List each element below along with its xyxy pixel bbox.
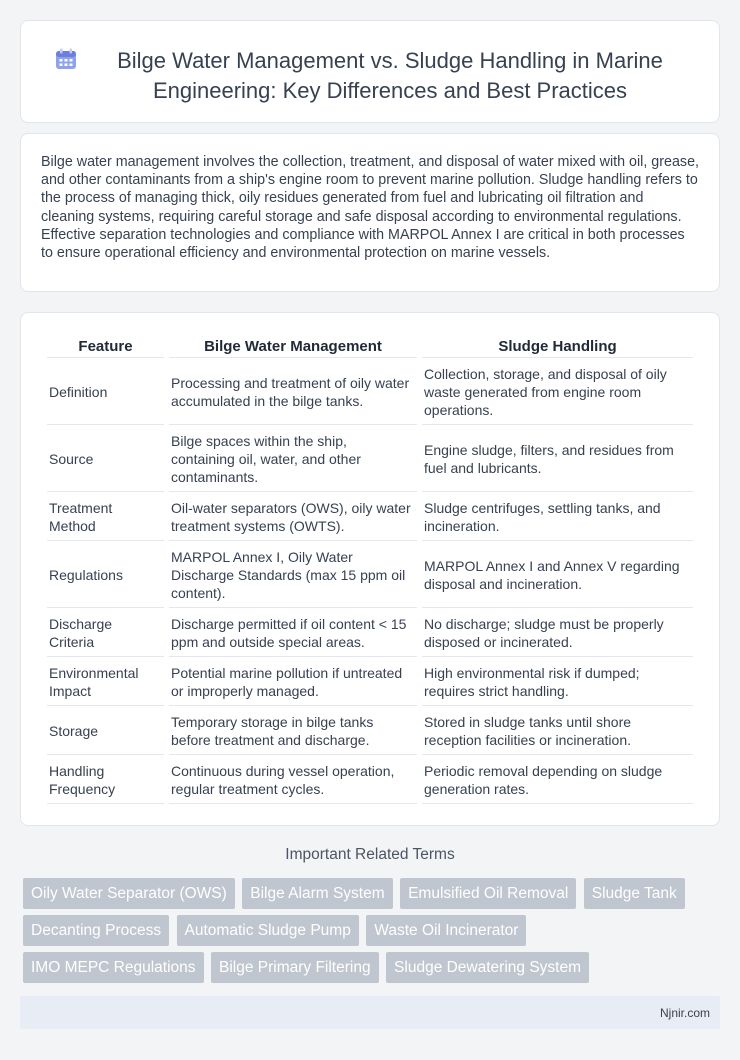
- header-feature: Feature: [47, 334, 164, 358]
- feature-cell: Environmental Impact: [47, 657, 164, 706]
- feature-cell: Source: [47, 425, 164, 492]
- bilge-cell: MARPOL Annex I, Oily Water Discharge Standards (max 15 ppm oil content).: [169, 541, 417, 608]
- footer-site[interactable]: Njnir.com: [659, 1006, 710, 1020]
- table-row: [47, 358, 693, 425]
- comparison-card: [20, 312, 720, 826]
- feature-cell: Regulations: [47, 541, 164, 608]
- bilge-cell: Potential marine pollution if untreated or improperly managed.: [169, 657, 417, 706]
- term-tag[interactable]: IMO MEPC Regulations: [23, 952, 204, 983]
- intro-text: Bilge water management involves the collection, treatment, and disposal of water mixed with oil, grease, and other contaminants from a ship's engine room to prevent marine pollution. Sludge handling refers to the process of managing thick, oily residues generated from fuel and lubricating oil filtration and cleaning systems, requiring careful storage and safe disposal according to environmental regulations. Effective separation technologies and compliance with MARPOL Annex I are critical in both processes to ensure operational efficiency and environmental protection on marine vessels.: [41, 154, 699, 262]
- sludge-cell: High environmental risk if dumped; requires strict handling.: [422, 657, 693, 706]
- table-row: [47, 706, 693, 755]
- intro-card: [20, 133, 720, 292]
- page-title: Bilge Water Management vs. Sludge Handling in Marine Engineering: Key Differences and Best Practices: [117, 48, 663, 103]
- related-terms-row: [23, 915, 723, 952]
- table-row: [47, 657, 693, 706]
- table-row: [47, 425, 693, 492]
- term-tag[interactable]: Waste Oil Incinerator: [366, 915, 526, 946]
- feature-cell: Definition: [47, 358, 164, 425]
- term-tag[interactable]: Emulsified Oil Removal: [400, 878, 576, 909]
- table-row: [47, 608, 693, 657]
- bilge-cell: Continuous during vessel operation, regular treatment cycles.: [169, 755, 417, 804]
- sludge-cell: Periodic removal depending on sludge generation rates.: [422, 755, 693, 804]
- sludge-cell: No discharge; sludge must be properly disposed or incinerated.: [422, 608, 693, 657]
- feature-cell: Handling Frequency: [47, 755, 164, 804]
- comparison-table: [42, 334, 698, 804]
- table-row: [47, 755, 693, 804]
- bilge-cell: Processing and treatment of oily water accumulated in the bilge tanks.: [169, 358, 417, 425]
- sludge-cell: Engine sludge, filters, and residues from fuel and lubricants.: [422, 425, 693, 492]
- sludge-cell: Sludge centrifuges, settling tanks, and incineration.: [422, 492, 693, 541]
- footer: [20, 996, 720, 1029]
- bilge-cell: Oil-water separators (OWS), oily water treatment systems (OWTS).: [169, 492, 417, 541]
- related-terms: [23, 878, 723, 989]
- sludge-cell: MARPOL Annex I and Annex V regarding disposal and incineration.: [422, 541, 693, 608]
- term-tag[interactable]: Sludge Tank: [584, 878, 685, 909]
- table-header-row: [47, 334, 693, 358]
- feature-cell: Storage: [47, 706, 164, 755]
- header-sludge: Sludge Handling: [422, 334, 693, 358]
- term-tag[interactable]: Decanting Process: [23, 915, 169, 946]
- term-tag[interactable]: Sludge Dewatering System: [386, 952, 589, 983]
- term-tag[interactable]: Oily Water Separator (OWS): [23, 878, 235, 909]
- header-bilge-water: Bilge Water Management: [169, 334, 417, 358]
- related-terms-title: Important Related Terms: [285, 846, 455, 863]
- table-row: [47, 541, 693, 608]
- sludge-cell: Stored in sludge tanks until shore reception facilities or incineration.: [422, 706, 693, 755]
- related-terms-row: [23, 878, 723, 915]
- bilge-cell: Bilge spaces within the ship, containing oil, water, and other contaminants.: [169, 425, 417, 492]
- term-tag[interactable]: Automatic Sludge Pump: [177, 915, 359, 946]
- related-terms-row: [23, 952, 723, 989]
- sludge-cell: Collection, storage, and disposal of oily waste generated from engine room operations.: [422, 358, 693, 425]
- term-tag[interactable]: Bilge Primary Filtering: [211, 952, 379, 983]
- feature-cell: Treatment Method: [47, 492, 164, 541]
- table-row: [47, 492, 693, 541]
- term-tag[interactable]: Bilge Alarm System: [242, 878, 392, 909]
- bilge-cell: Discharge permitted if oil content < 15 ppm and outside special areas.: [169, 608, 417, 657]
- bilge-cell: Temporary storage in bilge tanks before treatment and discharge.: [169, 706, 417, 755]
- title-card: [20, 20, 720, 123]
- feature-cell: Discharge Criteria: [47, 608, 164, 657]
